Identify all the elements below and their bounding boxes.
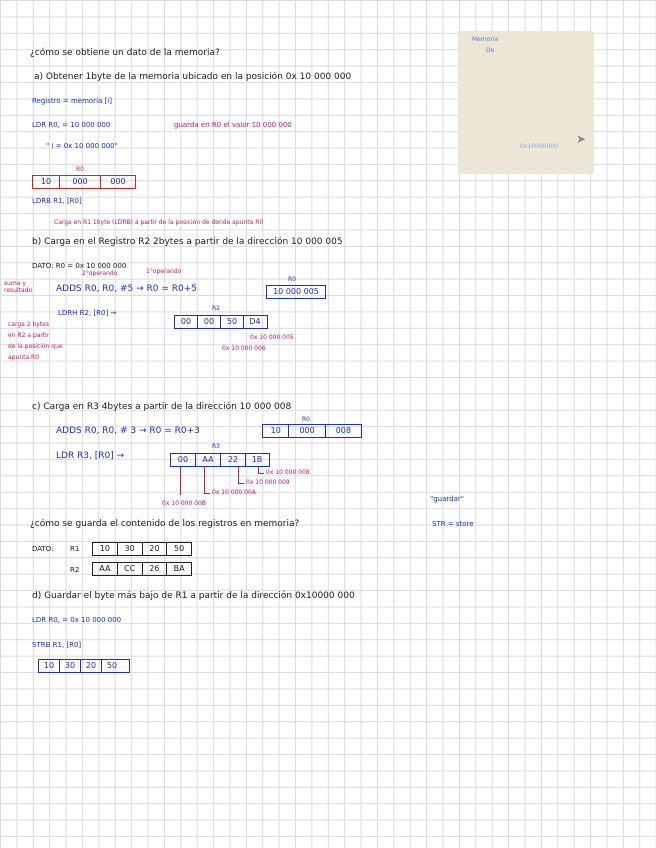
ldr-d: LDR R0, = 0x 10 000 000 [32, 616, 122, 624]
r2-cell: 50 [221, 316, 244, 328]
memory-cell: 50 [106, 661, 118, 670]
r1-cell: 20 [143, 543, 168, 555]
register-eq: Registro = memoria [i] [32, 97, 112, 105]
r2-cell: CC [118, 563, 143, 575]
i-eq: " i = 0x 10 000 000" [46, 142, 118, 150]
photo-caption: Memoria [472, 36, 499, 43]
pointer-line [180, 467, 181, 495]
r0-box-b [266, 285, 326, 299]
r2-label: R2 [212, 305, 220, 312]
memory-photo [458, 31, 594, 174]
pointer-line [238, 467, 239, 483]
r0-label-a: R0 [76, 166, 84, 173]
r3-cell: AA [196, 454, 221, 466]
r0-label-c: R0 [302, 416, 310, 423]
r0-cell: 000 [289, 425, 325, 437]
addr-c-a: 0x 10 000 008 [266, 469, 310, 476]
r1-cell: 30 [118, 543, 143, 555]
r2-cell: 00 [198, 316, 221, 328]
pointer-line [204, 467, 205, 493]
r3-label: R3 [212, 443, 220, 450]
section-b-title: b) Carga en el Registro R2 2bytes a partir de la dirección 10 000 005 [32, 237, 343, 247]
note-b-2: en R2 a partir [8, 332, 50, 339]
r0-cell: 10 [263, 425, 289, 437]
memory-cell: 10 [39, 660, 60, 672]
question-2: ¿cómo se guarda el contenido de los registros en memoria? [30, 519, 300, 529]
pointer-line [238, 483, 244, 484]
memory-cell: 30 [60, 660, 81, 672]
r3-cell: 00 [171, 454, 196, 466]
r2-cell: AA [93, 563, 118, 575]
r0-value: 10 000 005 [273, 287, 319, 296]
memory-box-d [38, 659, 130, 673]
str-store-label: STR = store [432, 520, 474, 528]
addr-b-1: 0x 10 000 005 [250, 334, 294, 341]
adds-c: ADDS R0, R0, # 3 → R0 = R0+3 [56, 426, 200, 436]
dato-b: DATO: R0 = 0x 10 000 000 [32, 262, 127, 270]
ldr-c: LDR R3, [R0] → [56, 451, 125, 461]
r0-box-c [262, 424, 362, 438]
r2-cell: BA [173, 564, 185, 573]
addr-b-2: 0x 10 000 006 [222, 345, 266, 352]
r0-cell: 10 [33, 176, 60, 188]
ldr-a-note: guarda en R0 el valor 10 000 000 [174, 121, 292, 129]
section-d-title: d) Guardar el byte más bajo de R1 a partir de la dirección 0x10000 000 [32, 591, 355, 601]
r0-box-a [32, 175, 136, 189]
r1-box [92, 542, 192, 556]
note-b-3: de la posición que [8, 343, 63, 350]
r3-cell: 1B [251, 455, 263, 464]
r1-cell: 50 [174, 544, 185, 553]
photo-arrow-label: 0x10000000 [520, 143, 558, 150]
section-a-title: a) Obtener 1byte de la memoria ubicado en la posición 0x 10 000 000 [34, 72, 352, 82]
op2-label: 2°operando [82, 270, 118, 277]
r0-label-b: R0 [288, 276, 296, 283]
r1-label: R1 [70, 545, 80, 553]
addr-c-b: 0x 10 000 009 [246, 479, 290, 486]
r2-label-dato: R2 [70, 566, 80, 574]
op1-label: 1°operando [146, 268, 182, 275]
r0-cell: 000 [110, 177, 126, 186]
section-c-title: c) Carga en R3 4bytes a partir de la dirección 10 000 008 [32, 402, 292, 412]
dato-label: DATO: [32, 545, 54, 553]
r1-cell: 10 [93, 543, 118, 555]
r0-cell: 000 [60, 176, 101, 188]
r2-box [174, 315, 268, 329]
addr-c-d: 0x 10 000 00B [162, 500, 206, 507]
r2-cell: D4 [249, 317, 261, 326]
suma-label: suma y resultado [4, 280, 33, 294]
strb-d: STRB R1, [R0] [32, 641, 82, 649]
ldrb-a: LDRB R1, [R0] [32, 197, 82, 205]
note-b-4: apunta R0 [8, 354, 40, 361]
pointer-line [258, 473, 264, 474]
adds-b: ADDS R0, R0, #5 → R0 = R0+5 [56, 284, 198, 294]
r2-cell: 26 [143, 563, 168, 575]
ldrb-a-note: Carga en R1 1byte (LDRB) a partir de la posición de donde apunta R0 [54, 219, 264, 226]
ldr-a: LDR R0, = 10 000 000 [32, 121, 111, 129]
memory-cell: 20 [81, 660, 102, 672]
r2-cell: 00 [175, 316, 198, 328]
photo-cell-label: De [486, 47, 495, 54]
question-1: ¿cómo se obtiene un dato de la memoria? [30, 48, 220, 58]
note-b-1: carga 2 bytes [8, 321, 49, 328]
r3-cell: 22 [221, 454, 246, 466]
ldrh-b: LDRH R2, [R0] → [58, 309, 117, 317]
pointer-line [204, 493, 210, 494]
r2-box-dato [92, 562, 192, 576]
r0-cell: 008 [335, 426, 351, 435]
guardar-label: "guardar" [430, 495, 464, 503]
addr-c-c: 0x 10 000 00A [212, 489, 256, 496]
cursor-icon: ➤ [576, 132, 587, 146]
r3-box [170, 453, 270, 467]
